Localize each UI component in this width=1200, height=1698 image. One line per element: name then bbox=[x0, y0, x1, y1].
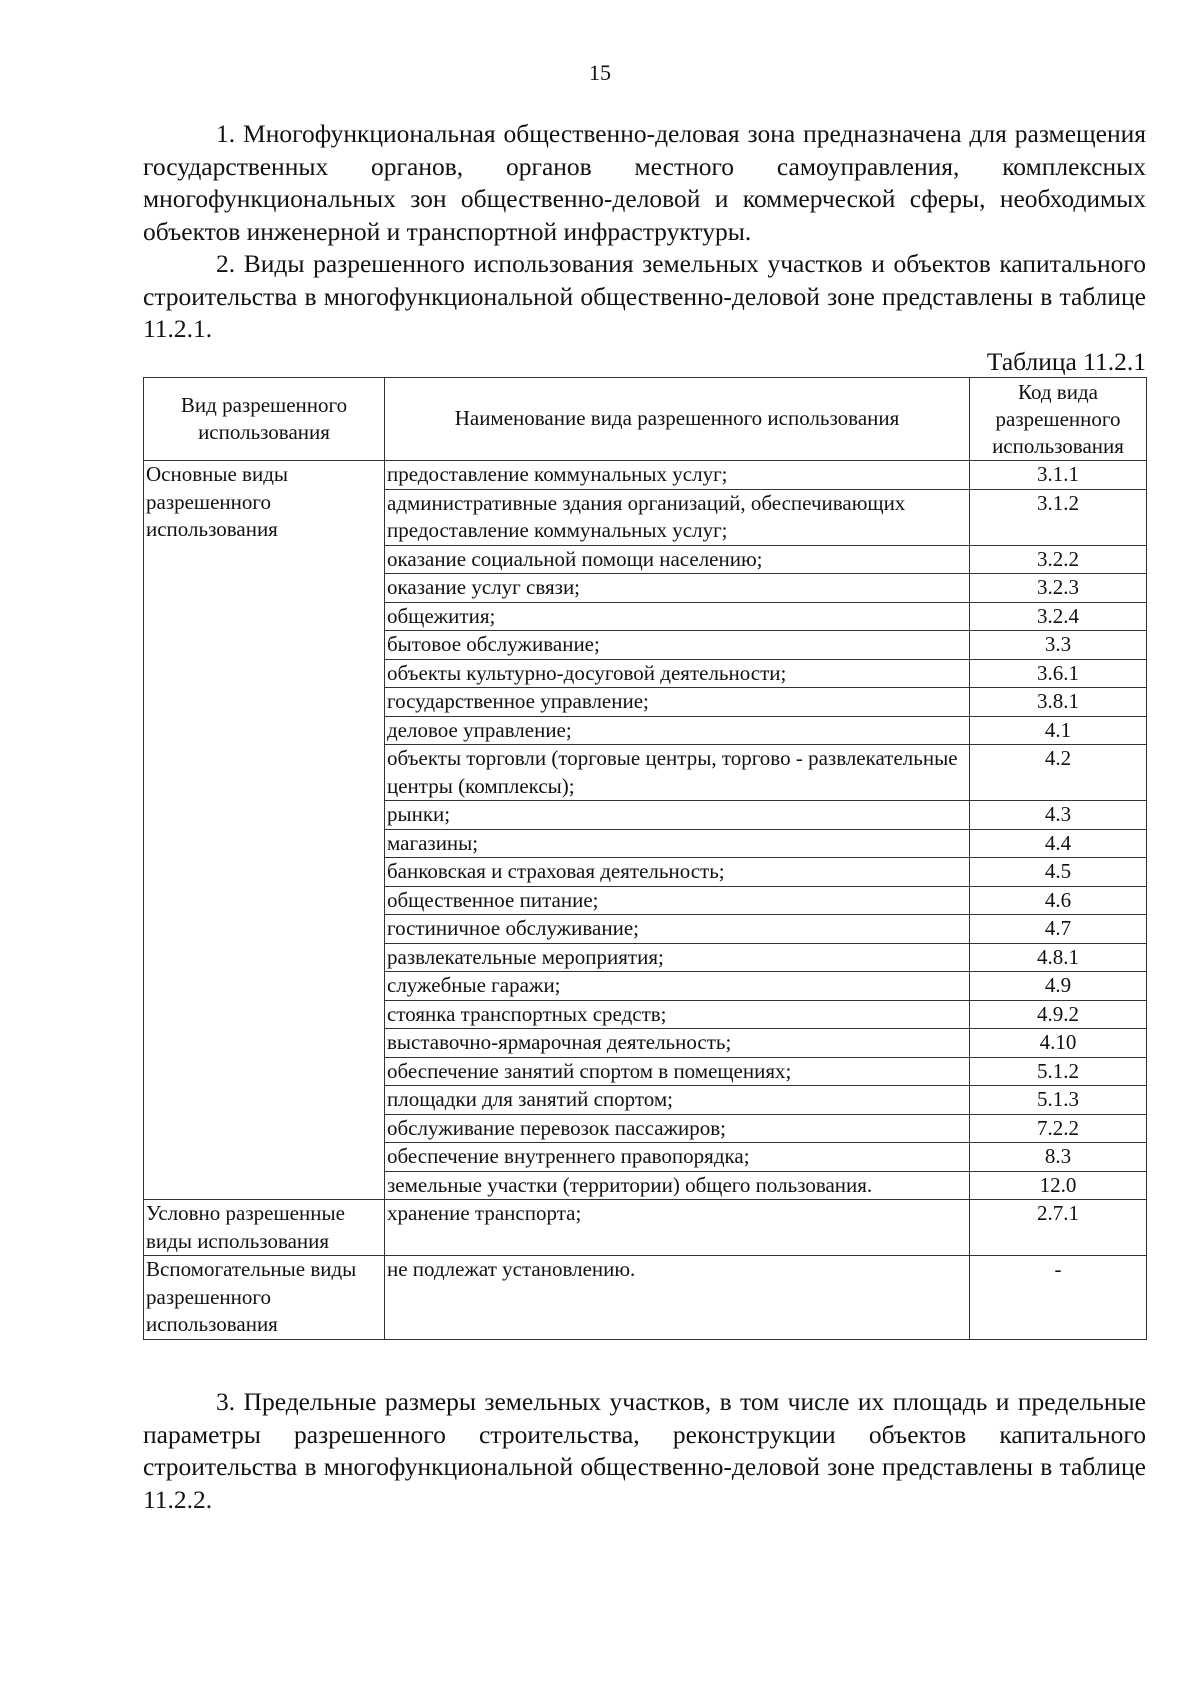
use-code-cell: 4.3 bbox=[970, 801, 1147, 830]
permitted-use-table bbox=[143, 377, 1147, 1340]
use-name-cell: объекты культурно-досуговой деятельности; bbox=[385, 659, 970, 688]
table-header-row bbox=[144, 378, 1147, 461]
table-body bbox=[144, 461, 1147, 1340]
use-code-cell: 4.10 bbox=[970, 1029, 1147, 1058]
use-name-cell: оказание социальной помощи населению; bbox=[385, 545, 970, 574]
use-code-cell: 4.4 bbox=[970, 829, 1147, 858]
use-code-cell: 4.6 bbox=[970, 886, 1147, 915]
use-name-cell: обслуживание перевозок пассажиров; bbox=[385, 1114, 970, 1143]
use-code-cell: 3.3 bbox=[970, 631, 1147, 660]
use-name-cell: общественное питание; bbox=[385, 886, 970, 915]
header-use-code: Код вида разрешенного использования bbox=[970, 378, 1147, 461]
use-code-cell: 5.1.3 bbox=[970, 1086, 1147, 1115]
use-name-cell: предоставление коммунальных услуг; bbox=[385, 461, 970, 490]
use-code-cell: 3.6.1 bbox=[970, 659, 1147, 688]
use-name-cell: банковская и страховая деятельность; bbox=[385, 858, 970, 887]
use-name-cell: служебные гаражи; bbox=[385, 972, 970, 1001]
use-name-cell: хранение транспорта; bbox=[385, 1200, 970, 1256]
header-use-name: Наименование вида разрешенного использования bbox=[385, 378, 970, 461]
use-group-label: Условно разрешенные виды использования bbox=[144, 1200, 385, 1256]
intro-section bbox=[143, 118, 1146, 346]
use-code-cell: 2.7.1 bbox=[970, 1200, 1147, 1256]
use-code-cell: 3.2.3 bbox=[970, 574, 1147, 603]
outro-section bbox=[143, 1386, 1146, 1516]
use-name-cell: земельные участки (территории) общего пользования. bbox=[385, 1171, 970, 1200]
use-name-cell: развлекательные мероприятия; bbox=[385, 943, 970, 972]
use-code-cell: 7.2.2 bbox=[970, 1114, 1147, 1143]
page-number: 15 bbox=[589, 60, 611, 85]
table-row bbox=[144, 461, 1147, 490]
use-code-cell: 4.8.1 bbox=[970, 943, 1147, 972]
intro-paragraph-1: 1. Многофункциональная общественно-деловая зона предназначена для размещения государственных органов, органов местного самоуправления, комплексных многофункциональных зон общественно-деловой и коммерческой сферы, необходимых объектов инженерной и транспортной инфраструктуры. bbox=[143, 119, 1146, 246]
table-row bbox=[144, 1256, 1147, 1340]
use-code-cell: 4.9 bbox=[970, 972, 1147, 1001]
use-name-cell: общежития; bbox=[385, 602, 970, 631]
use-code-cell: 5.1.2 bbox=[970, 1057, 1147, 1086]
use-name-cell: не подлежат установлению. bbox=[385, 1256, 970, 1340]
use-name-cell: магазины; bbox=[385, 829, 970, 858]
table-row bbox=[144, 1200, 1147, 1256]
use-name-cell: административные здания организаций, обеспечивающих предоставление коммунальных услуг; bbox=[385, 489, 970, 545]
use-code-cell: 12.0 bbox=[970, 1171, 1147, 1200]
use-code-cell: 3.8.1 bbox=[970, 688, 1147, 717]
use-code-cell: - bbox=[970, 1256, 1147, 1340]
use-name-cell: обеспечение внутреннего правопорядка; bbox=[385, 1143, 970, 1172]
use-code-cell: 4.5 bbox=[970, 858, 1147, 887]
use-name-cell: бытовое обслуживание; bbox=[385, 631, 970, 660]
use-name-cell: деловое управление; bbox=[385, 716, 970, 745]
use-name-cell: объекты торговли (торговые центры, торгово - развлекательные центры (комплексы); bbox=[385, 745, 970, 801]
use-code-cell: 3.1.1 bbox=[970, 461, 1147, 490]
table-caption: Таблица 11.2.1 bbox=[986, 347, 1146, 376]
use-code-cell: 3.2.2 bbox=[970, 545, 1147, 574]
outro-paragraph-1: 3. Предельные размеры земельных участков, в том числе их площадь и предельные параметры разрешенного строительства, реконструкции объектов капитального строительства в многофункциональной общественно-деловой зоне представлены в таблице 11.2.2. bbox=[143, 1387, 1146, 1514]
use-name-cell: оказание услуг связи; bbox=[385, 574, 970, 603]
use-name-cell: выставочно-ярмарочная деятельность; bbox=[385, 1029, 970, 1058]
use-name-cell: площадки для занятий спортом; bbox=[385, 1086, 970, 1115]
use-name-cell: рынки; bbox=[385, 801, 970, 830]
use-code-cell: 3.1.2 bbox=[970, 489, 1147, 545]
header-use-type: Вид разрешенного использования bbox=[144, 378, 385, 461]
use-code-cell: 4.2 bbox=[970, 745, 1147, 801]
use-code-cell: 4.9.2 bbox=[970, 1000, 1147, 1029]
intro-paragraph-2: 2. Виды разрешенного использования земельных участков и объектов капитального строительства в многофункциональной общественно-деловой зоне представлены в таблице 11.2.1. bbox=[143, 249, 1146, 343]
use-name-cell: стоянка транспортных средств; bbox=[385, 1000, 970, 1029]
use-code-cell: 4.7 bbox=[970, 915, 1147, 944]
use-group-label: Вспомогательные виды разрешенного использования bbox=[144, 1256, 385, 1340]
use-code-cell: 8.3 bbox=[970, 1143, 1147, 1172]
use-name-cell: государственное управление; bbox=[385, 688, 970, 717]
use-name-cell: гостиничное обслуживание; bbox=[385, 915, 970, 944]
use-code-cell: 4.1 bbox=[970, 716, 1147, 745]
use-code-cell: 3.2.4 bbox=[970, 602, 1147, 631]
use-name-cell: обеспечение занятий спортом в помещениях; bbox=[385, 1057, 970, 1086]
use-group-label: Основные виды разрешенного использования bbox=[144, 461, 385, 1200]
